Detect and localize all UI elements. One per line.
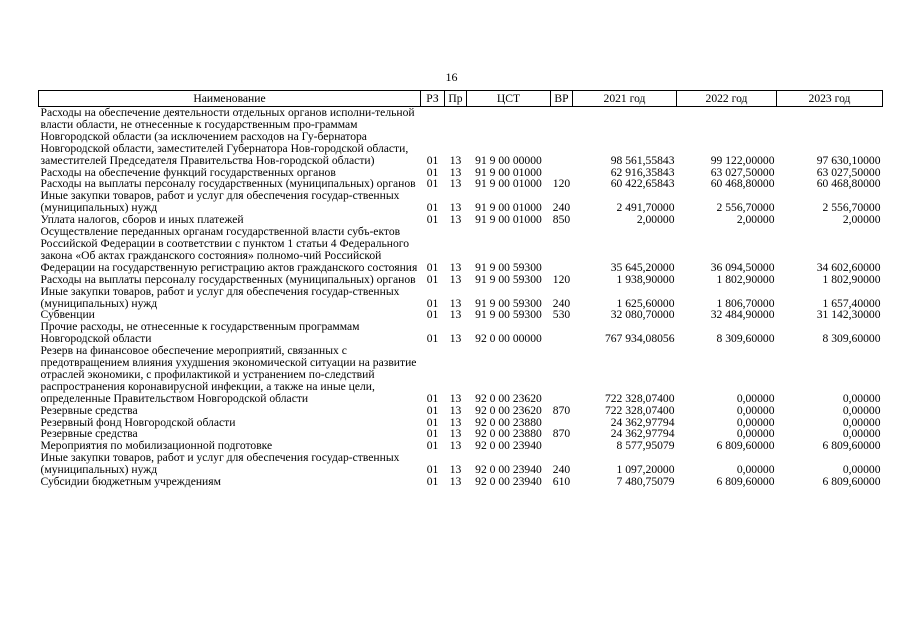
cell-cst: 91 9 00 59300 — [475, 296, 542, 310]
cell-2023: 63 027,50000 — [816, 165, 881, 179]
cell-2022: 0,00000 — [736, 463, 775, 477]
cell-pr: 13 — [449, 463, 462, 477]
cell-2022: 0,00000 — [736, 403, 775, 417]
cell-vr: 870 — [552, 427, 571, 441]
cell-2023: 6 809,60000 — [822, 439, 881, 453]
table-header-row — [39, 91, 883, 107]
cell-2021: 1 938,90000 — [616, 272, 675, 286]
cell-vr — [551, 345, 573, 405]
cell-rz: 01 — [426, 308, 439, 322]
cell-vr: 120 — [552, 272, 571, 286]
cell-2021: 722 328,07400 — [604, 391, 675, 405]
cell-pr: 13 — [449, 308, 462, 322]
cell-rz: 01 — [426, 415, 439, 429]
cell-2021: 8 577,95079 — [616, 439, 675, 453]
table-row — [39, 226, 883, 274]
cell-cst: 92 0 00 00000 — [475, 332, 542, 346]
cell-rz: 01 — [426, 391, 439, 405]
cell-rz: 01 — [426, 201, 439, 215]
table-row — [39, 274, 883, 286]
cell-name: Иные закупки товаров, работ и услуг для обеспечения государ-ственных (муниципальных) нужд — [40, 189, 400, 215]
cell-vr: 240 — [552, 463, 571, 477]
cell-pr: 13 — [449, 177, 462, 191]
table-row — [39, 345, 883, 405]
cell-vr — [551, 107, 573, 167]
cell-cst: 92 0 00 23620 — [475, 391, 542, 405]
cell-cst: 91 9 00 01000 — [475, 213, 542, 227]
cell-2021: 62 916,35843 — [610, 165, 675, 179]
cell-cst: 92 0 00 23880 — [475, 415, 542, 429]
cell-name: Уплата налогов, сборов и иных платежей — [40, 213, 244, 227]
cell-vr: 240 — [552, 201, 571, 215]
cell-cst: 91 9 00 59300 — [475, 260, 542, 274]
table-row — [39, 286, 883, 310]
cell-2022: 99 122,00000 — [710, 153, 775, 167]
cell-cst: 91 9 00 59300 — [475, 308, 542, 322]
cell-rz: 01 — [426, 213, 439, 227]
table-row — [39, 107, 883, 167]
cell-pr: 13 — [449, 439, 462, 453]
table-row — [39, 405, 883, 417]
cell-name: Резерв на финансовое обеспечение мероприятий, связанных с предотвращением влияния ухудшения экономической ситуации на развитие отраслей экономики, с профилактикой и устранением по-следствий распространения коронавирусной инфекции, а также на иные цели, определенные Правительством Новгородской области — [40, 344, 417, 405]
cell-2023: 2,00000 — [842, 213, 881, 227]
table-row — [39, 476, 883, 488]
cell-2021: 722 328,07400 — [604, 403, 675, 417]
cell-2021: 24 362,97794 — [610, 427, 675, 441]
header-2022: 2022 год — [677, 91, 777, 107]
cell-name: Резервные средства — [40, 403, 138, 417]
header-cst: ЦСТ — [467, 91, 551, 107]
cell-cst: 91 9 00 01000 — [475, 201, 542, 215]
cell-name: Расходы на выплаты персоналу государственных (муниципальных) органов — [40, 272, 416, 286]
cell-name: Прочие расходы, не отнесенные к государственным программам Новгородской области — [40, 320, 360, 346]
cell-2022: 0,00000 — [736, 427, 775, 441]
cell-2023: 1 802,90000 — [822, 272, 881, 286]
cell-vr: 870 — [552, 403, 571, 417]
cell-2021: 35 645,20000 — [610, 260, 675, 274]
cell-2022: 6 809,60000 — [716, 475, 775, 489]
cell-2022: 63 027,50000 — [710, 165, 775, 179]
cell-2021: 2 491,70000 — [616, 201, 675, 215]
page-number: 16 — [445, 70, 458, 84]
cell-rz: 01 — [426, 427, 439, 441]
table-body — [39, 107, 883, 489]
cell-cst: 92 0 00 23620 — [475, 403, 542, 417]
cell-pr: 13 — [449, 272, 462, 286]
cell-name: Мероприятия по мобилизационной подготовке — [40, 439, 273, 453]
cell-2023: 0,00000 — [842, 463, 881, 477]
cell-2022: 6 809,60000 — [716, 439, 775, 453]
cell-2022: 60 468,80000 — [710, 177, 775, 191]
cell-name: Субвенции — [40, 308, 95, 322]
cell-2022: 2,00000 — [736, 213, 775, 227]
cell-vr — [551, 321, 573, 345]
cell-pr: 13 — [449, 296, 462, 310]
cell-2022: 0,00000 — [736, 415, 775, 429]
cell-name: Иные закупки товаров, работ и услуг для обеспечения государ-ственных (муниципальных) нужд — [40, 284, 400, 310]
header-2023: 2023 год — [777, 91, 883, 107]
cell-2021: 60 422,65843 — [610, 177, 675, 191]
cell-rz: 01 — [426, 272, 439, 286]
cell-name: Расходы на выплаты персоналу государственных (муниципальных) органов — [40, 177, 416, 191]
cell-2023: 2 556,70000 — [822, 201, 881, 215]
cell-2023: 0,00000 — [842, 403, 881, 417]
cell-2023: 6 809,60000 — [822, 475, 881, 489]
cell-vr: 240 — [552, 296, 571, 310]
cell-name: Расходы на обеспечение деятельности отдельных органов исполни-тельной власти области, не отнесенные к государственным про-граммам Новгородской области (за исключением расходов на Гу-бернатора Новгородской области, заместителей Губернатора Нов-городской области, заместителей Председателя Правительства Нов-городской области) — [40, 106, 415, 167]
cell-2023: 0,00000 — [842, 391, 881, 405]
cell-vr — [551, 440, 573, 452]
cell-rz: 01 — [426, 463, 439, 477]
cell-cst: 91 9 00 00000 — [475, 153, 542, 167]
cell-pr: 13 — [449, 427, 462, 441]
header-pr: Пр — [445, 91, 467, 107]
cell-name: Субсидии бюджетным учреждениям — [40, 475, 221, 489]
cell-2021: 2,00000 — [636, 213, 675, 227]
cell-rz: 01 — [426, 177, 439, 191]
cell-2023: 60 468,80000 — [816, 177, 881, 191]
cell-2021: 1 097,20000 — [616, 463, 675, 477]
cell-rz: 01 — [426, 439, 439, 453]
cell-vr — [551, 226, 573, 274]
header-2021: 2021 год — [573, 91, 677, 107]
cell-2023: 31 142,30000 — [816, 308, 881, 322]
cell-2022: 8 309,60000 — [716, 332, 775, 346]
cell-rz: 01 — [426, 153, 439, 167]
cell-2022: 2 556,70000 — [716, 201, 775, 215]
header-vr: ВР — [551, 91, 573, 107]
cell-2023: 0,00000 — [842, 415, 881, 429]
cell-2022: 0,00000 — [736, 391, 775, 405]
cell-pr: 13 — [449, 260, 462, 274]
cell-2023: 0,00000 — [842, 427, 881, 441]
cell-2021: 767 934,08056 — [604, 332, 675, 346]
cell-2021: 7 480,75079 — [616, 475, 675, 489]
cell-rz: 01 — [426, 260, 439, 274]
cell-name: Расходы на обеспечение функций государственных органов — [40, 165, 336, 179]
cell-2023: 97 630,10000 — [816, 153, 881, 167]
cell-name: Иные закупки товаров, работ и услуг для обеспечения государ-ственных (муниципальных) нужд — [40, 451, 400, 477]
cell-cst: 92 0 00 23940 — [475, 463, 542, 477]
cell-rz: 01 — [426, 332, 439, 346]
cell-pr: 13 — [449, 165, 462, 179]
cell-vr: 120 — [552, 177, 571, 191]
cell-pr: 13 — [449, 475, 462, 489]
cell-2021: 98 561,55843 — [610, 153, 675, 167]
cell-name: Осуществление переданных органам государственной власти субъ-ектов Российской Федерации в соответствии с пунктом 1 статьи 4 Федерального закона «Об актах гражданского состояния» полномо-чий Российской Федерации на государственную регистрацию актов гражданского состояния — [40, 225, 418, 274]
cell-2023: 8 309,60000 — [822, 332, 881, 346]
cell-cst: 92 0 00 23940 — [475, 439, 542, 453]
cell-rz: 01 — [426, 403, 439, 417]
cell-vr: 850 — [552, 213, 571, 227]
header-name: Наименование — [39, 91, 421, 107]
cell-pr: 13 — [449, 332, 462, 346]
cell-rz: 01 — [426, 475, 439, 489]
cell-2021: 24 362,97794 — [610, 415, 675, 429]
cell-rz: 01 — [426, 296, 439, 310]
cell-2022: 1 802,90000 — [716, 272, 775, 286]
cell-2021: 1 625,60000 — [616, 296, 675, 310]
cell-2023: 34 602,60000 — [816, 260, 881, 274]
cell-pr: 13 — [449, 403, 462, 417]
table-row — [39, 321, 883, 345]
cell-2022: 32 484,90000 — [710, 308, 775, 322]
cell-vr: 530 — [552, 308, 571, 322]
cell-rz: 01 — [426, 165, 439, 179]
cell-cst: 91 9 00 01000 — [475, 177, 542, 191]
budget-table — [38, 90, 883, 488]
cell-pr: 13 — [449, 213, 462, 227]
cell-cst: 91 9 00 59300 — [475, 272, 542, 286]
cell-cst: 92 0 00 23880 — [475, 427, 542, 441]
cell-cst: 91 9 00 01000 — [475, 165, 542, 179]
cell-pr: 13 — [449, 391, 462, 405]
table-row — [39, 452, 883, 476]
cell-pr: 13 — [449, 415, 462, 429]
table-row — [39, 190, 883, 214]
cell-cst: 92 0 00 23940 — [475, 475, 542, 489]
cell-2023: 1 657,40000 — [822, 296, 881, 310]
cell-vr: 610 — [552, 475, 571, 489]
cell-pr: 13 — [449, 201, 462, 215]
cell-2022: 1 806,70000 — [716, 296, 775, 310]
cell-2022: 36 094,50000 — [710, 260, 775, 274]
cell-name: Резервный фонд Новгородской области — [40, 415, 236, 429]
cell-2021: 32 080,70000 — [610, 308, 675, 322]
cell-name: Резервные средства — [40, 427, 138, 441]
header-rz: РЗ — [421, 91, 445, 107]
cell-pr: 13 — [449, 153, 462, 167]
